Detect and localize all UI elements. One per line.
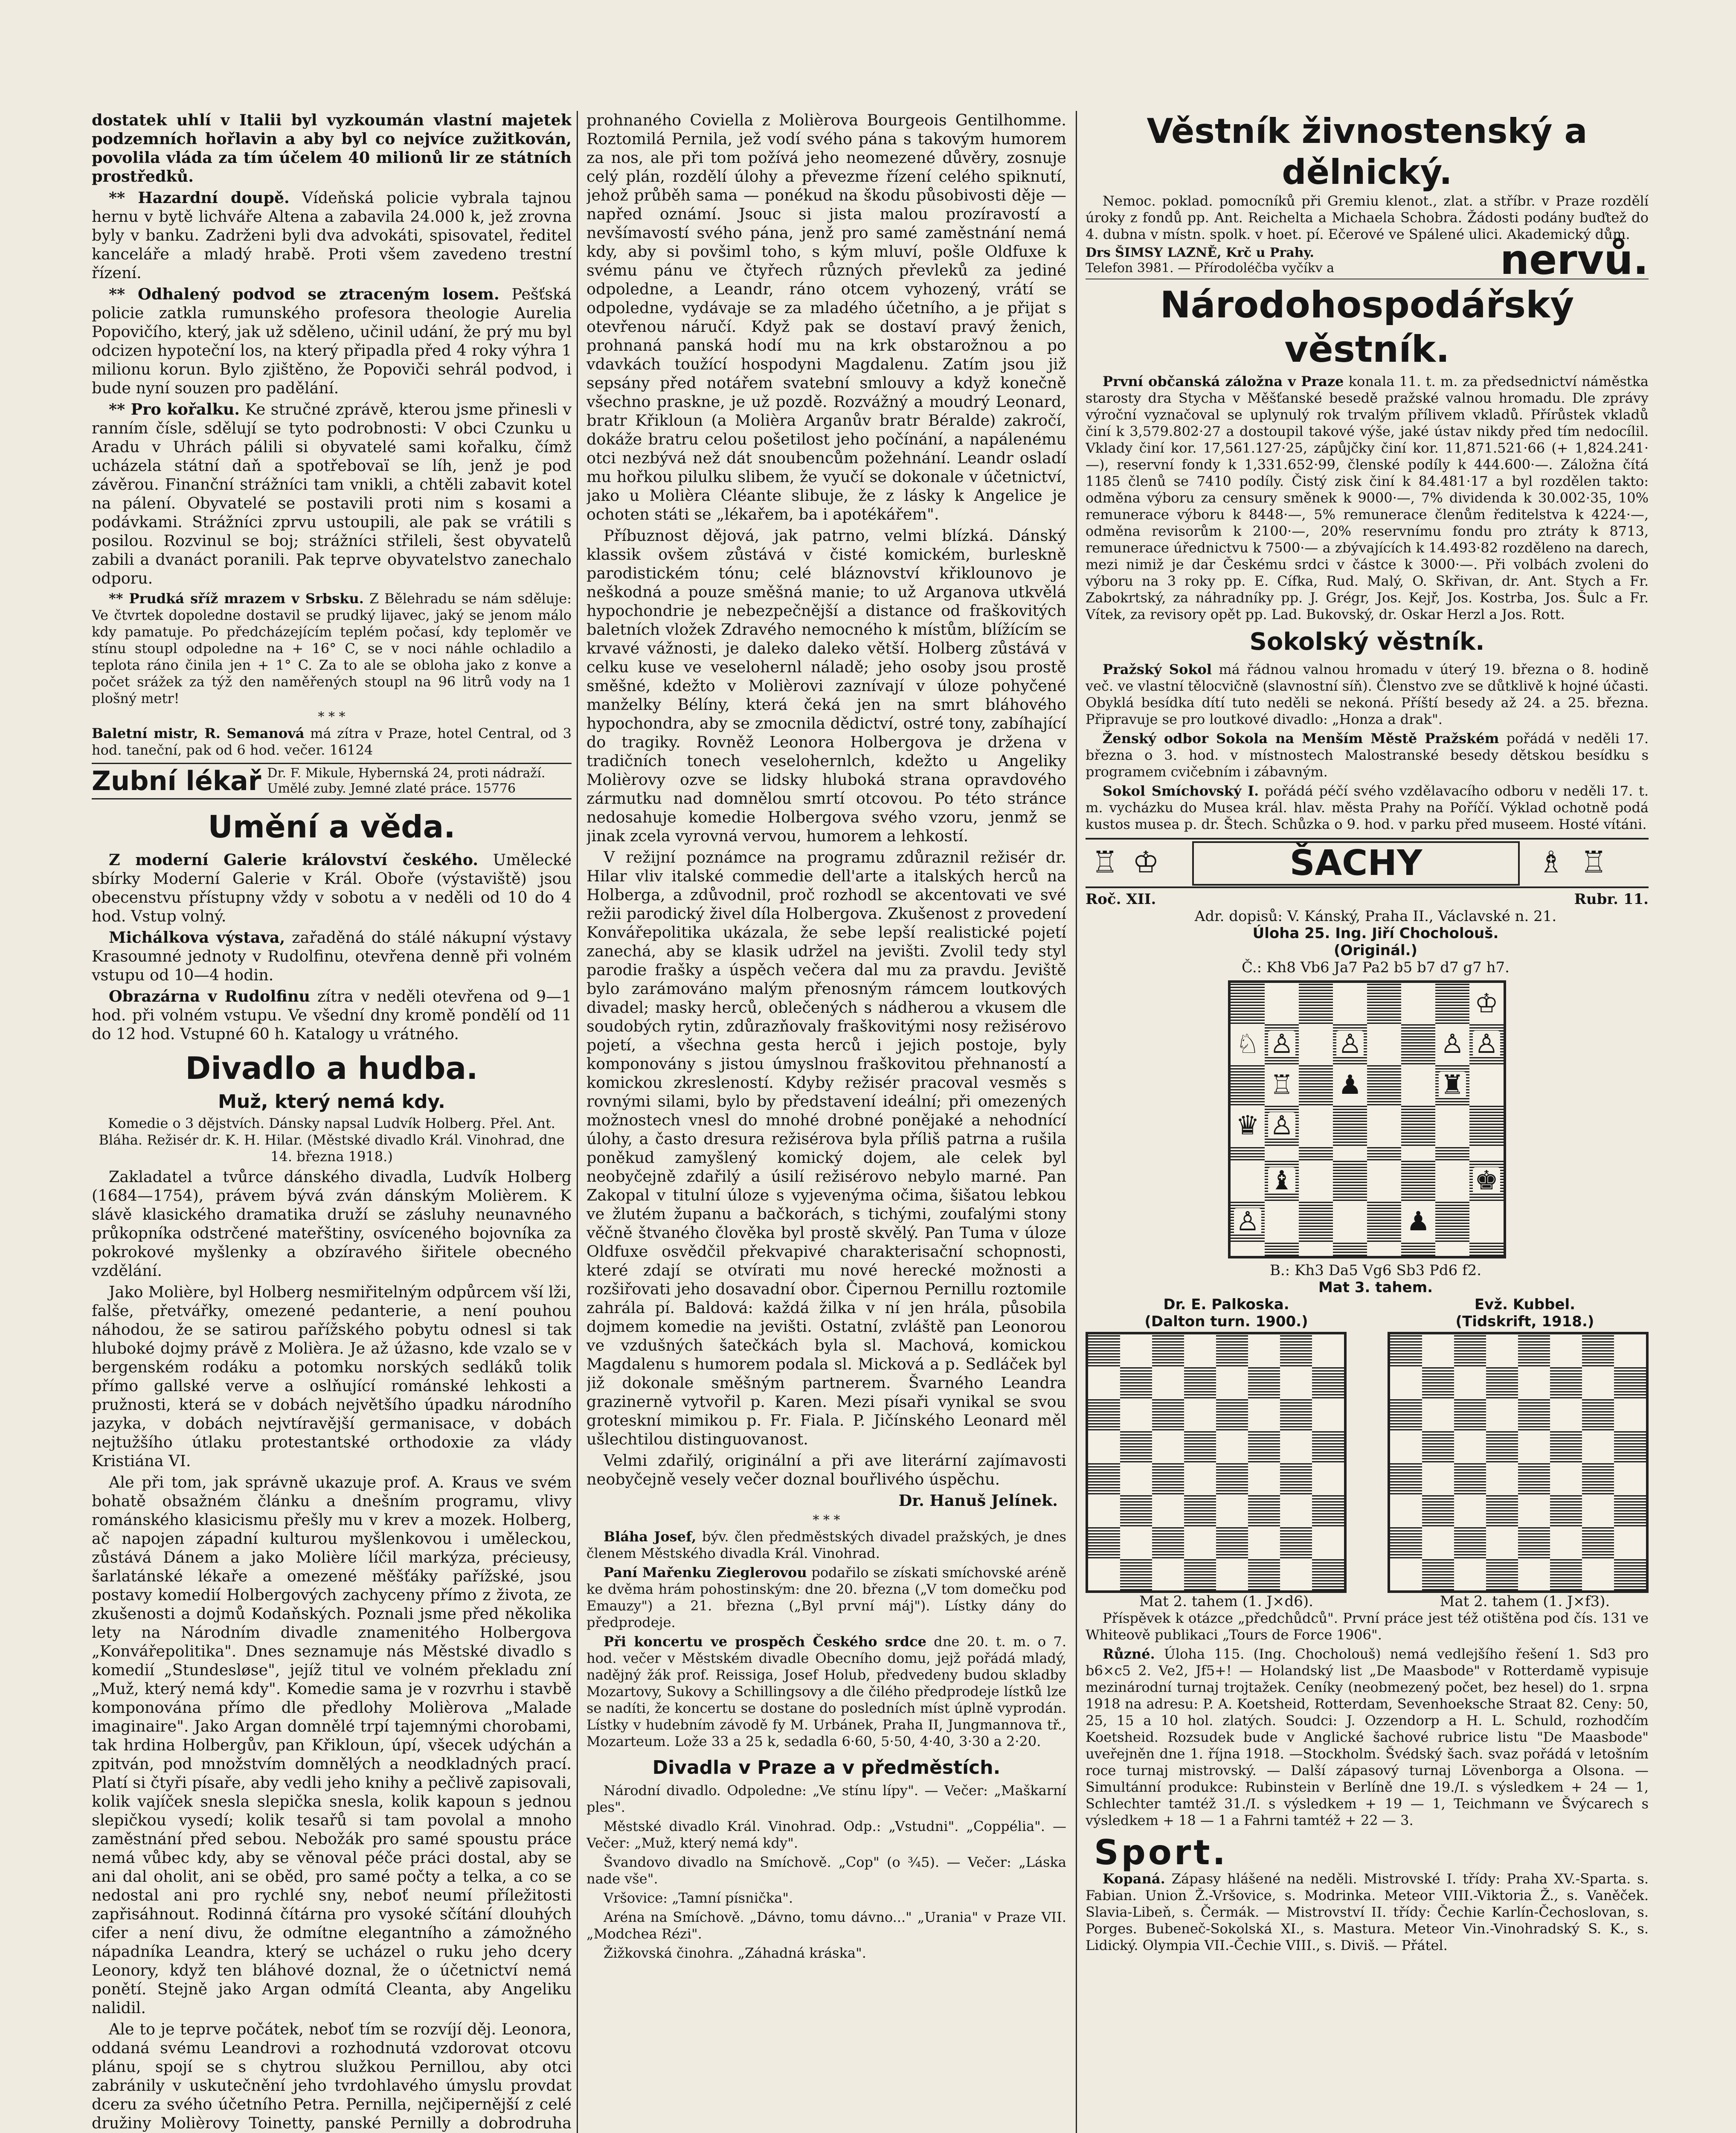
chess-solution: Mat 2. tahem (1. J×f3). xyxy=(1440,1593,1610,1610)
chess-square-c5 xyxy=(1454,1430,1486,1462)
chess-square-h7 xyxy=(1614,1366,1646,1398)
chess-composer: Evž. Kubbel. xyxy=(1474,1296,1576,1313)
chess-square-c8 xyxy=(1299,983,1333,1024)
chess-square-e4 xyxy=(1518,1462,1550,1494)
chess-square-g6 xyxy=(1582,1398,1614,1430)
chess-square-d1 xyxy=(1486,1558,1518,1590)
section-heading-narodohospodarsky: Národohospodářský věstník. xyxy=(1160,284,1574,371)
review-intro: Komedie o 3 dějstvích. Dánsky napsal Ludvík Holberg. Přel. Ant. Bláha. Režisér dr. K. H. Hilar. (Městské divadlo Král. Vinohrad, dne 14. března 1918.) xyxy=(99,1115,565,1165)
chess-solution: Mat 2. tahem (1. J×d6). xyxy=(1139,1593,1313,1610)
chess-square-h4 xyxy=(1312,1462,1344,1494)
chess-square-c5 xyxy=(1152,1430,1184,1462)
chess-white-rook-icon: ♖ xyxy=(1268,1072,1295,1098)
chess-black-king-icon: ♚ xyxy=(1473,1167,1500,1194)
chess-small-titles xyxy=(1086,1296,1649,1330)
chess-square-a6 xyxy=(1390,1398,1422,1430)
chess-square-a8 xyxy=(1390,1334,1422,1366)
chess-square-e3 xyxy=(1216,1494,1248,1526)
chess-square-d6 xyxy=(1333,1064,1367,1105)
ad-line: Telefon 3981. — Přírodoléčba vyčíkv a xyxy=(1086,261,1335,276)
chess-white-pawn-icon: ♙ xyxy=(1439,1031,1466,1057)
article-paragraph: Obrazárna v Rudolfinu zítra v neděli otevřena od 9—1 hod. při volném vstupu. Ve všední dny kromě pondělí od 11 do 12 hod. Vstupné 60 h. Katalogy u vrátného. xyxy=(92,987,572,1043)
article-paragraph: Příbuznost dějová, jak patrno, velmi blízká. Dánský klassik ovšem zůstává v čisté komickém, burleskně parodistickém tónu; celé bláznovství křiklounovo je neškodná a pouze směšná manie; to už Arganova utkvělá hypochondrie je nebezpečnější a distance od fraškovitých baletních vložek Zdravého nemocného k místům, blížícím se krvavé vážnosti, je daleko daleko větší. Holberg zůstává v celku kuse ve veselohernl náladě; jeho osoby jsou prostě směšné, kdežto v Molièrovi zaznívají v úloze pohyčené manželky Bélíny, která čeká jen na smrt bláhového hypochondra, aby se zmocnila dědictví, ostré tony, zabíhající do tragiky. Rovněž Leonora Holbergova je držena v tradičních tonech veselohernlch, kdežto u Angeliky Molièrovy ozve se lidsky hluboká strana opravdového zármutku nad domnělou smrtí otcovou. Po této stránce nedosahuje komedie Holbergova svého vzoru, jenmž se jinak zcela vyrovná vervou, humorem a lehkostí. xyxy=(586,526,1066,845)
chess-square-d7 xyxy=(1184,1366,1216,1398)
article-paragraph: Z moderní Galerie království českého. Umělecké sbírky Moderní Galerie v Král. Oboře (výstaviště) jsou obecenstvu přístupny vždy v sobotu a v neděli od 10 do 4 hod. Vstup volný. xyxy=(92,851,572,925)
chess-square-e3 xyxy=(1367,1160,1401,1201)
chess-square-f8 xyxy=(1550,1334,1582,1366)
chess-square-a8 xyxy=(1231,983,1265,1024)
chess-square-f3 xyxy=(1401,1160,1435,1201)
article-paragraph: Ale při tom, jak správně ukazuje prof. A. Kraus ve svém bohatě obsažném článku a dnešním programu, vlivy románského klasicismu přešly mu v krev a mozek. Holberg, ač napojen západní kulturou myšlenkovou i uměleckou, zůstává Dánem a jako Molière líčil markýza, précieusy, šarlatánské lékaře a omezené měšťáky pařížské, jsou postavy komedií Holbergových zachyceny přímo z života, ze zkušenosti a dojmů Kodaňských. Poznali jsme před několika lety na Národním divadle znamenitého Holbergova „Konvářepolitika". Dnes seznamuje nás Městské divadlo s komedií „Stundesløse", jejíž titul ve volném překladu zní „Muž, který nemá kdy". Komedie sama je v rozvrhu i stavbě komponována přímo dle předlohy Molièrova „Malade imaginaire". Jako Argan domnělé trpí tajemnými chorobami, tak hrdina Holbergův, pan Křikloun, úpí, všecek udýchán a zpitván, pod množstvím domnělých a neodkladných prací. Platí si čtyři písaře, aby vedli jeho knihy a pečlivě zapisovali, kolik vajíček snesla slepička snesla, kolik kapoun s jednou slepičkou vysedí; kolik tesařů si tam povolal a mnoho zaměstnání před sebou. Nebožák pro samé spoustu práce nemá vůbec kdy, aby se věnoval péče práci dostal, aby se ani dal oholit, ani se oběd, pro samé počty a telka, a co se nedostal ani pro rychlé sny, neboť neumí příležitosti zapřisáhnout. Rodinná čítárna pro vysoké sčítání dlouhých cifer a není divu, že odmítne elegantního a zámožného nápadníka Leandra, který se ucházel o ruku jeho dcery Leonory, když ten bláhové doznal, že o účetnictví nemá ponětí. Stejně jako Argan odmítá Cleanta, aby Angeliku nalidil. xyxy=(92,1473,572,2017)
chess-square-h6 xyxy=(1469,1064,1504,1105)
chess-square-a4 xyxy=(1231,1146,1265,1160)
chess-square-f7 xyxy=(1550,1366,1582,1398)
theatre-listing: Městské divadlo Král. Vinohrad. Odp.: „Vstudni". „Coppélia". — Večer: „Muž, který nemá kdy". xyxy=(586,1818,1066,1851)
chess-square-c6 xyxy=(1454,1398,1486,1430)
chess-white-pawn-icon: ♙ xyxy=(1336,1031,1364,1057)
chess-square-h7 xyxy=(1312,1366,1344,1398)
chess-square-h7 xyxy=(1469,1024,1504,1065)
chess-square-b6 xyxy=(1265,1064,1299,1105)
chess-square-h5 xyxy=(1469,1105,1504,1146)
chess-solutions xyxy=(1086,1593,1649,1610)
chess-square-b2 xyxy=(1265,1201,1299,1242)
article-paragraph: prohnaného Coviella z Molièrova Bourgeois Gentilhomme. Roztomilá Pernila, jež vodí svého pána s takovým humorem za nos, ale při tom požívá jeho neomezené důvěry, zosnuje celý plán, rozdělí úlohy a převezme řízení celého spiknutí, jehož průběh sama — ponékud na škodu působivosti děje — napřed oznámí. Jsouc si jista malou prozíravostí a nevšímavostí svého pána, jenž pro samé zaměstnání nemá kdy, aby si povšiml toho, s kým mluví, pošle Oldfuxe k svému pánu ve čtyřech různých převleků za jediné odpoledne, a Leandr, ráno otcem vyhozený, vrátí se odpoledne, vydávaje se za mladého účetního, a je přijat s otevřenou náručí. Když pak se dostaví pravý ženich, prohnaná panská hodí mu na krk obstarožnou a po vdavkách toužící hospodyni Magdalenu. Zatím jsou již sepsány před notářem svatební smlouvy a když konečně všechno praskne, je už pozdě. Rozvážný a moudrý Leonard, bratr Křikloun (a Molièra Arganův bratr Béralde) zakročí, dokáže bratru celou pošetilost jeho počínání, a napálenému otci nezbývá než dát snoubencům požehnání. Leandr osladí mu hořkou pilulku slibem, že vyučí se dokonale v účetnictví, jako u Molièra Cléante slibuje, že z lásky k Angelice je ochoten státi se „lékařem, ba i apotékářem". xyxy=(586,111,1066,523)
chess-board-palkoska xyxy=(1086,1332,1347,1593)
chess-square-a2 xyxy=(1390,1526,1422,1558)
chess-square-b3 xyxy=(1265,1160,1299,1201)
chess-square-a1 xyxy=(1231,1242,1265,1256)
chess-square-b7 xyxy=(1265,1024,1299,1065)
article-paragraph: ** Prudká sříž mrazem v Srbsku. Z Bělehradu se nám sděluje: Ve čtvrtek dopoledne dostavil se prudký lijavec, jaký se jenom málo kdy pamatuje. Po předcházejícím teplém počasí, kdy teploměr ve stínu stoupl odpoledne na + 16° C, se v noci náhle ochladilo a teplota ráno činila jen + 1° C. Za to ale se obloha jako z konve a počet srážek za týž den naměřených stoupl na 96 litrů vody na 1 plošný metr! xyxy=(92,590,572,706)
chess-square-e2 xyxy=(1216,1526,1248,1558)
chess-square-b5 xyxy=(1422,1430,1454,1462)
chess-composer: Dr. E. Palkoska. xyxy=(1163,1296,1289,1313)
chess-king-icon: ♔ xyxy=(1132,845,1159,880)
news-item: Ženský odbor Sokola na Menším Městě Pražském pořádá v neděli 17. března o 3. hod. v místnostech Malostranské besedy dětskou besídku s programem cvičebním i zábavným. xyxy=(1086,730,1649,780)
chess-square-c1 xyxy=(1152,1558,1184,1590)
chess-square-g1 xyxy=(1280,1558,1312,1590)
news-item: Při koncertu ve prospěch Českého srdce dne 20. t. m. o 7. hod. večer v Městském divadle Obecního domu, jejž pořádá mladý, nadějný žák prof. Reissiga, Josef Holub, předvedeny budou skladby Mozartovy, Sukovy a Schillingsovy a dle čilého předprodeje lístků lze se nadíti, že koncertu se dostane do posledních míst úplně vyprodán. Lístky v hudebním závodě fy M. Urbánek, Praha II, Jungmannova tř., Mozarteum. Lože 33 a 25 k, sedadla 6·60, 5·50, 4·40, 3·30 a 2·20. xyxy=(586,1633,1066,1749)
theatre-listing: Národní divadlo. Odpoledne: „Ve stínu lípy". — Večer: „Maškarní ples". xyxy=(586,1782,1066,1815)
advertisement-spa xyxy=(1086,236,1649,284)
section-heading-sokol: Sokolský věstník. xyxy=(1249,628,1485,656)
article-paragraph: dostatek uhlí v Italii byl vyzkoumán vlastní majetek podzemních hořlavin a aby byl co nejvíce zužitkován, povolila vláda za tím účelem 40 milionů lir ze státních prostředků. xyxy=(92,111,572,186)
chess-square-e6 xyxy=(1367,1064,1401,1105)
chess-square-c6 xyxy=(1152,1398,1184,1430)
chess-white-king-icon: ♔ xyxy=(1473,990,1500,1017)
chess-square-g4 xyxy=(1280,1462,1312,1494)
article-paragraph: ** Pro kořalku. Ke stručné zprávě, kterou jsme přinesli v ranním čísle, sdělují se tyto podrobnosti: V obci Czunku u Aradu v Uhrách pálili si obyvatelé sami kořalku, čímž ucházela státní daň a spotřebovaï se líh, jenž je pod závěrou. Finanční strážníci tam vnikli, a chtěli zabavit kotel na pálení. Obyvatelé se postavili proti nim s kosami a podávkami. Strážníci zprvu ustoupili, ale pak se vrátili s posilou. Rozvinul se boj; strážníci střileli, šest obyvatelů zabili a dvanáct poranili. Pak teprve obyvatelstvo zanechalo odporu. xyxy=(92,400,572,587)
chess-square-c3 xyxy=(1299,1160,1333,1201)
chess-source: (Tidskrift, 1918.) xyxy=(1455,1313,1594,1330)
chess-problem-origin: (Originál.) xyxy=(1333,942,1418,959)
news-item: Pražský Sokol má řádnou valnou hromadu v úterý 19. března o 8. hodině več. ve vlastní tělocvičně (slavnostní síň). Členstvo zve se důtklivě k hojné účasti. Obyklá besídka dítí tuto neděli se nekoná. Příští besedy až 24. a 25. března. Připravuje se pro loutkové divadlo: „Honza a drak". xyxy=(1086,661,1649,727)
chess-square-f2 xyxy=(1550,1526,1582,1558)
news-item: První občanská záložna v Praze konala 11. t. m. za předsednictví náměstka starosty dra Stycha v Měšťanské besedě pražské valnou hromadu. Dle zprávy výroční vyznačoval se uplynulý rok trvalým přílivem vkladů. Přírůstek vkladů činí k 3,579.802·27 a dostoupil takové výše, jaké ústav nikdy před tím nedocílil. Vklady činí kor. 17,561.127·25, zápůjčky činí kor. 11,871.521·66 (+ 1,824.241·—), reservní fondy k 1,331.652·99, členské podíly k 444.600·—. Záložna čítá 1185 členů se 7410 podíly. Čistý zisk činí k 84.481·17 a byl rozdělen takto: odměna výboru za censury směnek k 9000·—, 7% dividenda k 30.002·35, 10% remunerace výboru k 8448·—, 5% remunerace členům ředitelstva k 4224·—, odměna revisorům k 2100·—, 20% reservnímu fondu pro ztráty k 8713, remunerace úřednictvu k 7500·— a zbývajících k 14.493·82 rozděleno na darech, mezi nimiž je dar Českému srdci v částce k 3000·—. Při volbách zvoleni do výboru na 3 roky pp. E. Cífka, Rud. Malý, O. Skřivan, dr. Ant. Stych a Fr. Zabokrtský, za náhradníky pp. J. Grégr, Jos. Kejř, Jos. Kostrba, Jos. Šulc a Fr. Vítek, za revisory opět pp. Lad. Bukovský, dr. Oskar Herzl a Jos. Rott. xyxy=(1086,373,1649,622)
chess-black-bishop-icon: ♝ xyxy=(1268,1167,1295,1194)
chess-square-h8 xyxy=(1469,983,1504,1024)
chess-square-d6 xyxy=(1486,1398,1518,1430)
chess-square-g7 xyxy=(1582,1366,1614,1398)
chess-square-h6 xyxy=(1312,1398,1344,1430)
chess-square-a6 xyxy=(1231,1064,1265,1105)
chess-square-h2 xyxy=(1312,1526,1344,1558)
chess-square-e7 xyxy=(1216,1366,1248,1398)
chess-square-h4 xyxy=(1614,1462,1646,1494)
chess-square-b4 xyxy=(1265,1146,1299,1160)
chess-square-e2 xyxy=(1367,1201,1401,1242)
chess-square-c4 xyxy=(1152,1462,1184,1494)
chess-board-kubbel xyxy=(1388,1332,1649,1593)
chess-square-c1 xyxy=(1299,1242,1333,1256)
chess-white-pieces: Č.: Kh8 Vb6 Ja7 Pa2 b5 b7 d7 g7 h7. xyxy=(1242,959,1510,976)
chess-square-f5 xyxy=(1401,1105,1435,1146)
theatre-listing: Švandovo divadlo na Smíchově. „Cop" (o ¾5). — Večer: „Láska nade vše". xyxy=(586,1854,1066,1887)
chess-square-b2 xyxy=(1422,1526,1454,1558)
chess-square-c2 xyxy=(1454,1526,1486,1558)
chess-square-f7 xyxy=(1401,1024,1435,1065)
chess-square-f5 xyxy=(1550,1430,1582,1462)
chess-square-f6 xyxy=(1550,1398,1582,1430)
section-heading-divadla-praha: Divadla v Praze a v předměstích. xyxy=(652,1757,1001,1778)
chess-square-d4 xyxy=(1333,1146,1367,1160)
chess-square-h8 xyxy=(1614,1334,1646,1366)
chess-square-d2 xyxy=(1184,1526,1216,1558)
chess-square-c8 xyxy=(1454,1334,1486,1366)
chess-square-c2 xyxy=(1152,1526,1184,1558)
chess-square-f3 xyxy=(1550,1494,1582,1526)
chess-square-b6 xyxy=(1120,1398,1152,1430)
chess-square-g1 xyxy=(1582,1558,1614,1590)
chess-white-pawn-icon: ♙ xyxy=(1234,1208,1261,1235)
chess-square-g8 xyxy=(1582,1334,1614,1366)
chess-square-g4 xyxy=(1582,1462,1614,1494)
chess-square-g8 xyxy=(1435,983,1469,1024)
chess-black-rook-icon: ♜ xyxy=(1439,1072,1466,1098)
chess-square-e1 xyxy=(1216,1558,1248,1590)
chess-square-a3 xyxy=(1088,1494,1120,1526)
chess-square-g6 xyxy=(1280,1398,1312,1430)
chess-square-g3 xyxy=(1280,1494,1312,1526)
chess-square-e8 xyxy=(1518,1334,1550,1366)
chess-square-b8 xyxy=(1422,1334,1454,1366)
chess-square-d7 xyxy=(1486,1366,1518,1398)
chess-square-g5 xyxy=(1280,1430,1312,1462)
chess-square-b6 xyxy=(1422,1398,1454,1430)
news-item: Bláha Josef, býv. člen předměstských divadel pražských, je dnes členem Městského divadla Král. Vinohrad. xyxy=(586,1529,1066,1561)
chess-square-g7 xyxy=(1280,1366,1312,1398)
chess-square-e2 xyxy=(1518,1526,1550,1558)
chess-note: Různé. Úloha 115. (Ing. Chocholouš) nemá vedlejšího řešení 1. Sd3 pro b6×c5 2. Ve2, Jf5+! — Holandský list „De Maasbode" v Rotterdamě vypisuje mezinárodní turnaj trojtažek. Ceníky (neobmezený počet, bez hesel) do 1. srpna 1918 na adresu: P. A. Koetsheid, Rotterdam, Sevenhoeksche Straat 82. Ceny: 50, 25, 15 a 10 hol. zlatých. Soudci: J. Ozzendorp a H. L. Schuld, rozhodčím Koetsheid. Rozsudek bude v Anglické šachové rubrice listu "De Maasbode" uveřejněn dne 1. října 1918. —Stockholm. Švédský šach. svaz pořádá v letošním roce turnaj mistrovský. — Další zápasový turnaj Lövenborga a Olsona. — Simultánní produkce: Rubinstein v Berlíně dne 19./I. s výsledkem + 24 — 1, Schlechter tamtéž 31./I. s výsledkem + 19 — 1, Teichmann ve Švýcarech s výsledkem + 18 — 1 a Fahrni tamtéž + 22 — 3. xyxy=(1086,1646,1649,1828)
ad-line: Drs ŠIMSY LAZNĚ, Krč u Prahy. xyxy=(1086,245,1314,260)
chess-square-c2 xyxy=(1299,1201,1333,1242)
chess-square-d2 xyxy=(1333,1201,1367,1242)
article-paragraph: V režijní poznámce na programu zdůraznil režisér dr. Hilar vliv italské commedie dell'arte a italských herců na Holberga, a zdůvodnil, proč rozhodl se akcentovati ve své režii parodický živel díla Holbergova. Zkušenost z provedení Konvářepolitika ukázala, že sebe lepší realistické pojetí zanechá, aby se klasik udržel na jevišti. Zvolil tedy styl parodie frašky a úspěch večera dal mu za pravdu. Jeviště bylo zarámováno malým přenosným rámcem loutkových divadel; masky herců, oblečených s nádherou a vkusem dle soudobých rytin, zdůrazňovaly fraškovitými nosy režisérovo pojetí, a všechna gesta herců i jejich postoje, byly komponovány s jistou úmyslnou fraškovitou přehnaností a komickou zkresleností. Kdyby režisér pracoval vesměs s rovnými silami, bylo by představení ideální; při omezených možnostech vnesl do mnohé drobné ponějaké a nehodnící úlohy, a často dresura režisérova byla příliš patrna a rušila poněkud zamyšlený komický dojem, ale celek byl neobyčejně zdařilý a úsilí režisérovo nebylo marné. Pan Zakopal v titulní úloze s vyjevenýma očima, šišatou lebkou ve žlutém županu a bačkorách, s tichými, zoufalými stony věčně štvaného člověka byl prostě skvělý. Pan Tuma v úloze Oldfuxe osvědčil překvapivé charakterisační schopnosti, které zdají se otvírati mu nové herecké možnosti a rozšiřovati jeho dosavadní obor. Čipernou Pernillu roztomile zahrála pí. Baldová: každá žilka v ní jen hrála, působila dojmem komedie na jevišti. Ostatní, zvláště pan Leonorou ve vzdušných šatečkách byla sl. Machová, komickou Magdalenu s humorem podala sl. Micková a p. Sedláček byl již dokonale směšným partnerem. Švarného Leandra grazinerně vytvořil p. Karen. Mezi písaři vynikal se svou groteskní mimikou p. Fr. Fiala. P. Jičínského Leonard měl ušlechtilou distinguovanost. xyxy=(586,848,1066,1448)
chess-square-f7 xyxy=(1248,1366,1280,1398)
chess-square-d7 xyxy=(1333,1024,1367,1065)
chess-square-e5 xyxy=(1216,1430,1248,1462)
chess-black-pawn-icon: ♟ xyxy=(1336,1072,1364,1098)
chess-square-f2 xyxy=(1401,1201,1435,1242)
chess-square-g6 xyxy=(1435,1064,1469,1105)
chess-square-h2 xyxy=(1469,1201,1504,1242)
chess-square-a7 xyxy=(1088,1366,1120,1398)
chess-square-h5 xyxy=(1312,1430,1344,1462)
chess-square-b3 xyxy=(1120,1494,1152,1526)
chess-square-b5 xyxy=(1120,1430,1152,1462)
chess-square-g5 xyxy=(1582,1430,1614,1462)
chess-square-d8 xyxy=(1333,983,1367,1024)
chess-square-a8 xyxy=(1088,1334,1120,1366)
chess-square-b7 xyxy=(1422,1366,1454,1398)
separator: * * * xyxy=(813,1513,840,1528)
chess-square-f2 xyxy=(1248,1526,1280,1558)
column-rule xyxy=(577,111,578,2133)
chess-square-f1 xyxy=(1401,1242,1435,1256)
chess-rook-icon: ♖ xyxy=(1580,845,1607,880)
chess-board-main xyxy=(1228,980,1506,1258)
chess-square-d1 xyxy=(1333,1242,1367,1256)
chess-square-b8 xyxy=(1265,983,1299,1024)
chess-note: Příspěvek k otázce „předchůdců". První práce jest též otištěna pod čís. 131 ve Whiteově publikaci „Tours de Force 1906". xyxy=(1086,1610,1649,1643)
article-paragraph: Velmi zdařilý, originální a při ave literární zajímavosti neobyčejně vesely večer doznal bouřlivého úspěchu. xyxy=(586,1451,1066,1488)
chess-square-a6 xyxy=(1088,1398,1120,1430)
section-heading-umeni: Umění a věda. xyxy=(208,809,456,845)
ad-line: Umělé zuby. Jemné zlaté práce. 15776 xyxy=(267,781,516,796)
chess-square-a1 xyxy=(1390,1558,1422,1590)
chess-square-f1 xyxy=(1248,1558,1280,1590)
section-heading-sport: Sport. xyxy=(1094,1833,1228,1872)
chess-square-h3 xyxy=(1469,1160,1504,1201)
chess-square-d3 xyxy=(1486,1494,1518,1526)
article-paragraph: ** Odhalený podvod se ztraceným losem. Pešťská policie zatkla rumunského profesora theologie Aurelia Popovičího, který, jak už sděleno, učinil udání, že prý mu byl odcizen hypoteční los, na který připadla před 4 roky výhra 1 milionu korun. Bylo zjištěno, že Popoviči sehrál podvod, i bude nyní souzen pro padělání. xyxy=(92,285,572,397)
author-signature: Dr. Hanuš Jelínek. xyxy=(898,1491,1058,1510)
chess-square-e8 xyxy=(1216,1334,1248,1366)
chess-square-d5 xyxy=(1486,1430,1518,1462)
chess-address: Adr. dopisů: V. Kánský, Praha II., Václavské n. 21. xyxy=(1194,908,1557,925)
chess-square-h1 xyxy=(1614,1558,1646,1590)
chess-square-d4 xyxy=(1184,1462,1216,1494)
column-left xyxy=(92,111,572,2133)
chess-volume: Roč. XII. xyxy=(1086,891,1156,908)
chess-square-e7 xyxy=(1367,1024,1401,1065)
news-item: Kopaná. Zápasy hlášené na neděli. Mistrovské I. třídy: Praha XV.-Sparta. s. Fabian. Union Ž.-Vršovice, s. Modrinka. Meteor VIII.-Viktoria Ž., s. Vaněček. Slavia-Libeň, s. Čermák. — Mistrovství II. třídy: Čechie Karlín-Čechoslovan, s. Porges. Bubeneč-Sokolská XI., s. Mastura. Meteor Vin.-Vinohradský S. K., s. Lidický. Olympia VII.-Čechie VIII., s. Diviš. — Přátel. xyxy=(1086,1871,1649,1953)
chess-black-pieces: B.: Kh3 Da5 Vg6 Sb3 Pd6 f2. xyxy=(1269,1262,1482,1279)
news-item: Paní Mařenku Zieglerovou podařilo se získati smíchovské aréně ke dvěma hrám pohostinským: dne 20. března („V tom domečku pod Emauzy") a 21. března („Byl první máj"). Lístky dány do předprodeje. xyxy=(586,1564,1066,1630)
chess-square-a4 xyxy=(1390,1462,1422,1494)
chess-square-h1 xyxy=(1469,1242,1504,1256)
chess-white-pawn-icon: ♙ xyxy=(1268,1031,1295,1057)
article-paragraph: Michálkova výstava, zařaděná do stálé nákupní výstavy Krasoumné jednoty v Rudolfinu, otevřena denně při volném vstupu od 10—4 hodin. xyxy=(92,928,572,984)
chess-square-h4 xyxy=(1469,1146,1504,1160)
chess-square-a5 xyxy=(1088,1430,1120,1462)
chess-square-a7 xyxy=(1390,1366,1422,1398)
chess-section-banner xyxy=(1086,838,1649,888)
chess-square-b8 xyxy=(1120,1334,1152,1366)
chess-square-a3 xyxy=(1390,1494,1422,1526)
chess-square-g3 xyxy=(1435,1160,1469,1201)
chess-square-a3 xyxy=(1231,1160,1265,1201)
chess-title: ŠACHY xyxy=(1192,841,1520,886)
chess-square-a5 xyxy=(1231,1105,1265,1146)
chess-square-b1 xyxy=(1422,1558,1454,1590)
chess-square-a4 xyxy=(1088,1462,1120,1494)
chess-square-b4 xyxy=(1120,1462,1152,1494)
chess-square-e7 xyxy=(1518,1366,1550,1398)
chess-square-a1 xyxy=(1088,1558,1120,1590)
chess-black-pawn-icon: ♟ xyxy=(1405,1208,1432,1235)
chess-square-e4 xyxy=(1367,1146,1401,1160)
chess-square-e5 xyxy=(1518,1430,1550,1462)
chess-square-e1 xyxy=(1518,1558,1550,1590)
chess-square-c3 xyxy=(1152,1494,1184,1526)
news-item: Nemoc. poklad. pomocníků při Gremiu klenot., zlat. a stříbr. v Praze rozdělí úroky z fondů pp. Ant. Reichelta a Michaela Schobra. Žádosti podány buďtež do 4. dubna v místn. spolk. v hoet. pí. Ečerové ve Spálené ulici. Akademický dům. xyxy=(1086,193,1649,242)
chess-square-b4 xyxy=(1422,1462,1454,1494)
chess-square-d1 xyxy=(1184,1558,1216,1590)
chess-square-f1 xyxy=(1550,1558,1582,1590)
chess-square-b2 xyxy=(1120,1526,1152,1558)
article-paragraph: ** Hazardní doupě. Vídeňská policie vybrala tajnou hernu v bytě lichváře Altena a zabavila 24.000 k, jež zrovna byly v banku. Zadrženi byli dva advokáti, spisovatel, ředitel kanceláře a mladý hrabě. Proti všem zavedeno trestní řízení. xyxy=(92,189,572,282)
chess-square-c7 xyxy=(1454,1366,1486,1398)
chess-square-d3 xyxy=(1184,1494,1216,1526)
chess-square-d6 xyxy=(1184,1398,1216,1430)
chess-square-d5 xyxy=(1333,1105,1367,1146)
chess-square-a7 xyxy=(1231,1024,1265,1065)
chess-square-h1 xyxy=(1312,1558,1344,1590)
chess-square-c6 xyxy=(1299,1064,1333,1105)
chess-rook-icon: ♖ xyxy=(1092,845,1118,880)
chess-square-g7 xyxy=(1435,1024,1469,1065)
chess-square-c8 xyxy=(1152,1334,1184,1366)
chess-square-e1 xyxy=(1367,1242,1401,1256)
chess-source: (Dalton turn. 1900.) xyxy=(1144,1313,1308,1330)
chess-square-h2 xyxy=(1614,1526,1646,1558)
chess-square-b5 xyxy=(1265,1105,1299,1146)
ad-big-word: nervů. xyxy=(1500,236,1649,284)
chess-square-f3 xyxy=(1248,1494,1280,1526)
advertisement-dentist xyxy=(92,763,572,799)
review-title: Muž, který nemá kdy. xyxy=(218,1091,445,1113)
chess-square-g2 xyxy=(1280,1526,1312,1558)
article-paragraph: Ale to je teprve počátek, neboť tím se rozvíjí děj. Leonora, oddaná svému Leandrovi a rozhodnutá vzdorovat otcovu plánu, spojí se s chytrou služkou Pernillou, aby otci zabránily v uskutečnění jeho tvrdohlavého úmyslu provdat dceru za svého účetního Petra. Pernilla, nejčipernější z celé družiny Molièrovy Toinetty, panské Pernilly a dobrodruha xyxy=(92,2020,572,2132)
chess-square-d2 xyxy=(1486,1526,1518,1558)
chess-square-d5 xyxy=(1184,1430,1216,1462)
chess-white-knight-icon: ♘ xyxy=(1234,1031,1261,1057)
chess-square-e4 xyxy=(1216,1462,1248,1494)
chess-square-c7 xyxy=(1152,1366,1184,1398)
chess-white-pawn-icon: ♙ xyxy=(1268,1112,1295,1139)
chess-square-g3 xyxy=(1582,1494,1614,1526)
chess-square-g1 xyxy=(1435,1242,1469,1256)
chess-rubric: Rubr. 11. xyxy=(1574,891,1649,908)
chess-square-d8 xyxy=(1486,1334,1518,1366)
chess-square-h8 xyxy=(1312,1334,1344,1366)
chess-square-e6 xyxy=(1518,1398,1550,1430)
chess-meta xyxy=(1086,891,1649,908)
theatre-listing: Aréna na Smíchově. „Dávno, tomu dávno..." „Urania" v Praze VII. „Modchea Rézi". xyxy=(586,1909,1066,1942)
chess-square-d3 xyxy=(1333,1160,1367,1201)
chess-square-c5 xyxy=(1299,1105,1333,1146)
chess-white-pawn-icon: ♙ xyxy=(1473,1031,1500,1057)
advertisement-ballet: Baletní mistr, R. Semanová má zítra v Praze, hotel Central, od 3 hod. taneční, pak od 6 hod. večer. 16124 xyxy=(92,725,572,758)
chess-square-e5 xyxy=(1367,1105,1401,1146)
chess-square-a2 xyxy=(1231,1201,1265,1242)
chess-square-e8 xyxy=(1367,983,1401,1024)
chess-small-boards xyxy=(1086,1332,1649,1593)
article-paragraph: Jako Molière, byl Holberg nesmiřitelným odpůrcem vší lži, falše, přetvářky, omezené pedanterie, a není pouhou náhodou, že se satirou pařížského pobytu odnesl si tak hluboké dojmy právě z Molièra. Je až úžasno, kde vzalo se v bergenském rodáku a potomku norských sedláků tolik přímo gallské verve a oslňující románské lehkosti a pružnosti, která se v dobách největšího úpadku národního jazyka, v dobách nejvtíravější germanisace, v dobách nejtužšího útlaku protestantské orthodoxie za vlády Kristiána VI. xyxy=(92,1283,572,1470)
chess-square-h3 xyxy=(1312,1494,1344,1526)
chess-square-e6 xyxy=(1216,1398,1248,1430)
chess-square-f8 xyxy=(1248,1334,1280,1366)
chess-square-b1 xyxy=(1265,1242,1299,1256)
chess-square-f4 xyxy=(1401,1146,1435,1160)
chess-square-g5 xyxy=(1435,1105,1469,1146)
news-item: Sokol Smíchovský I. pořádá péčí svého vzdělavacího odboru v neděli 17. t. m. vycházku do Musea král. hlav. města Prahy na Poříčí. Výklad ochotně podá kustos musea p. dr. Štech. Schůzka o 9. hod. v parku před museem. Hosté vítáni. xyxy=(1086,783,1649,832)
chess-square-f6 xyxy=(1248,1398,1280,1430)
chess-square-f4 xyxy=(1550,1462,1582,1494)
chess-bishop-icon: ♗ xyxy=(1538,845,1565,880)
chess-square-c1 xyxy=(1454,1558,1486,1590)
separator: * * * xyxy=(318,709,345,724)
article-paragraph: Zakladatel a tvůrce dánského divadla, Ludvík Holberg (1684—1754), právem bývá zván dánským Molièrem. K slávě klasického dramatika druží se zásluhy neunavného průkopníka odstrčené mateřštiny, osvíceného bojovníka za pokrokové myšlenky a obzíravého šiřitele obecného vzdělání. xyxy=(92,1168,572,1280)
section-heading-vestnik: Věstník živnostenský a dělnický. xyxy=(1147,111,1588,192)
chess-square-c3 xyxy=(1454,1494,1486,1526)
chess-square-f6 xyxy=(1401,1064,1435,1105)
ad-line: Dr. F. Mikule, Hybernská 24, proti nádraží. xyxy=(267,766,546,781)
chess-square-c4 xyxy=(1299,1146,1333,1160)
chess-square-d4 xyxy=(1486,1462,1518,1494)
chess-square-g2 xyxy=(1435,1201,1469,1242)
theatre-listing: Žižkovská činohra. „Záhadná kráska". xyxy=(604,1945,866,1961)
chess-square-h3 xyxy=(1614,1494,1646,1526)
chess-square-h6 xyxy=(1614,1398,1646,1430)
chess-square-f4 xyxy=(1248,1462,1280,1494)
chess-black-queen-icon: ♛ xyxy=(1234,1112,1261,1139)
chess-square-c4 xyxy=(1454,1462,1486,1494)
section-heading-divadlo: Divadlo a hudba. xyxy=(185,1050,478,1086)
chess-task: Mat 3. tahem. xyxy=(1318,1279,1433,1296)
chess-square-f5 xyxy=(1248,1430,1280,1462)
chess-square-h5 xyxy=(1614,1430,1646,1462)
chess-square-a5 xyxy=(1390,1430,1422,1462)
chess-square-g2 xyxy=(1582,1526,1614,1558)
column-right xyxy=(1086,111,1649,2133)
chess-square-e3 xyxy=(1518,1494,1550,1526)
chess-problem-title: Úloha 25. Ing. Jiří Chocholouš. xyxy=(1252,925,1499,942)
column-middle xyxy=(586,111,1066,2133)
theatre-listing: Vršovice: „Tamní písnička". xyxy=(604,1890,793,1906)
chess-square-b1 xyxy=(1120,1558,1152,1590)
chess-square-b7 xyxy=(1120,1366,1152,1398)
chess-square-b3 xyxy=(1422,1494,1454,1526)
chess-square-g8 xyxy=(1280,1334,1312,1366)
chess-square-c7 xyxy=(1299,1024,1333,1065)
chess-square-d8 xyxy=(1184,1334,1216,1366)
chess-square-g4 xyxy=(1435,1146,1469,1160)
column-rule xyxy=(1076,111,1077,2133)
chess-square-a2 xyxy=(1088,1526,1120,1558)
ad-title: Zubní lékař xyxy=(92,765,261,796)
chess-square-f8 xyxy=(1401,983,1435,1024)
